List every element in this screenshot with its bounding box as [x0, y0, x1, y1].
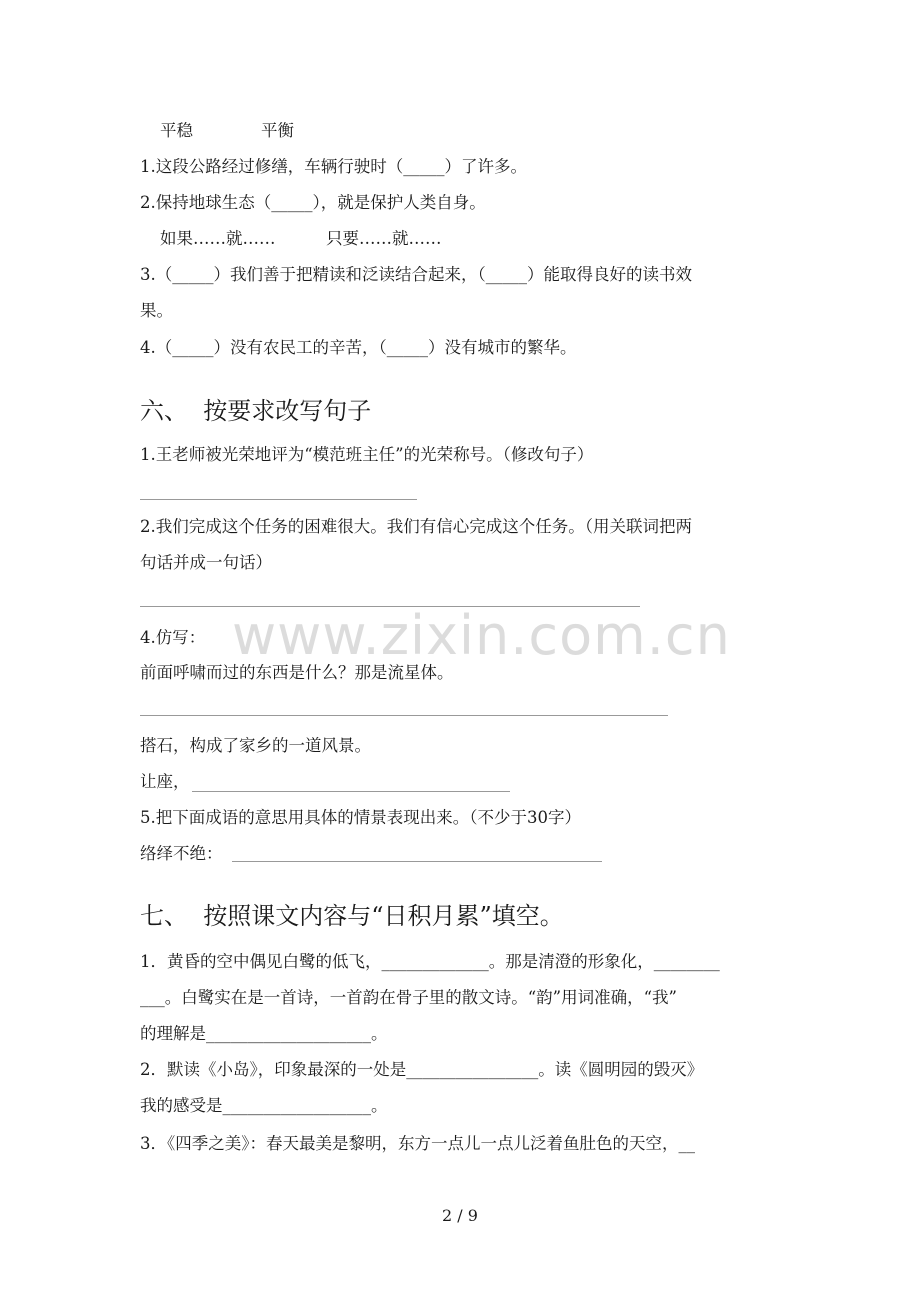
- watermark: www.zixin.com.cn: [232, 604, 731, 667]
- q5-item-2: 2.保持地球生态（_____），就是保护人类自身。: [140, 193, 486, 212]
- s7-line-5: 我的感受是__________________。: [140, 1096, 388, 1115]
- q5-item-3: 3.（_____）我们善于把精读和泛读结合起来，（_____）能取得良好的读书效: [140, 265, 692, 284]
- s7-line-4: 2．默读《小岛》，印象最深的一处是________________。读《圆明园的毁灭》: [140, 1060, 704, 1079]
- page-number: 2 / 9: [442, 1206, 478, 1225]
- section-7-title: 七、 按照课文内容与“日积月累”填空。: [140, 902, 564, 930]
- s6-item-2: 2.我们完成这个任务的困难很大。我们有信心完成这个任务。（用关联词把两: [140, 517, 692, 536]
- q5-item-3-cont: 果。: [140, 301, 173, 320]
- s6-item-5-prompt: 络绎不绝：: [140, 844, 223, 863]
- s6-item-4-example: 前面呼啸而过的东西是什么？那是流星体。: [140, 663, 454, 682]
- q5-item-4: 4.（_____）没有农民工的辛苦，（_____）没有城市的繁华。: [140, 338, 577, 357]
- answer-line: [140, 499, 417, 500]
- s6-item-5: 5.把下面成语的意思用具体的情景表现出来。（不少于30字）: [140, 808, 581, 827]
- answer-line: [192, 791, 510, 792]
- s7-line-3: 的理解是____________________。: [140, 1024, 388, 1043]
- section-6-title: 六、 按要求改写句子: [140, 397, 372, 425]
- conj-choice-2: 只要……就……: [326, 229, 442, 248]
- s6-item-2-cont: 句话并成一句话）: [140, 553, 272, 572]
- conj-choice-1: 如果……就……: [160, 229, 276, 248]
- word-choice-2: 平衡: [261, 121, 294, 140]
- s6-item-4-example-2: 搭石，构成了家乡的一道风景。: [140, 736, 371, 755]
- s6-item-1: 1.王老师被光荣地评为“模范班主任”的光荣称号。（修改句子）: [140, 445, 594, 464]
- s7-line-2: ___。白鹭实在是一首诗，一首韵在骨子里的散文诗。“韵”用词准确，“我”: [140, 988, 677, 1007]
- s7-line-1: 1．黄昏的空中偶见白鹭的低飞，_____________。那是清澄的形象化，________: [140, 952, 720, 971]
- word-choice-1: 平稳: [160, 121, 193, 140]
- answer-line: [232, 861, 602, 862]
- q5-item-1: 1.这段公路经过修缮，车辆行驶时（_____）了许多。: [140, 157, 527, 176]
- answer-line: [140, 715, 668, 716]
- s6-item-4: 4.仿写：: [140, 628, 206, 647]
- s6-item-4-prompt: 让座，: [140, 772, 190, 791]
- s7-line-6: 3．《四季之美》：春天最美是黎明，东方一点儿一点儿泛着鱼肚色的天空，__: [140, 1134, 695, 1153]
